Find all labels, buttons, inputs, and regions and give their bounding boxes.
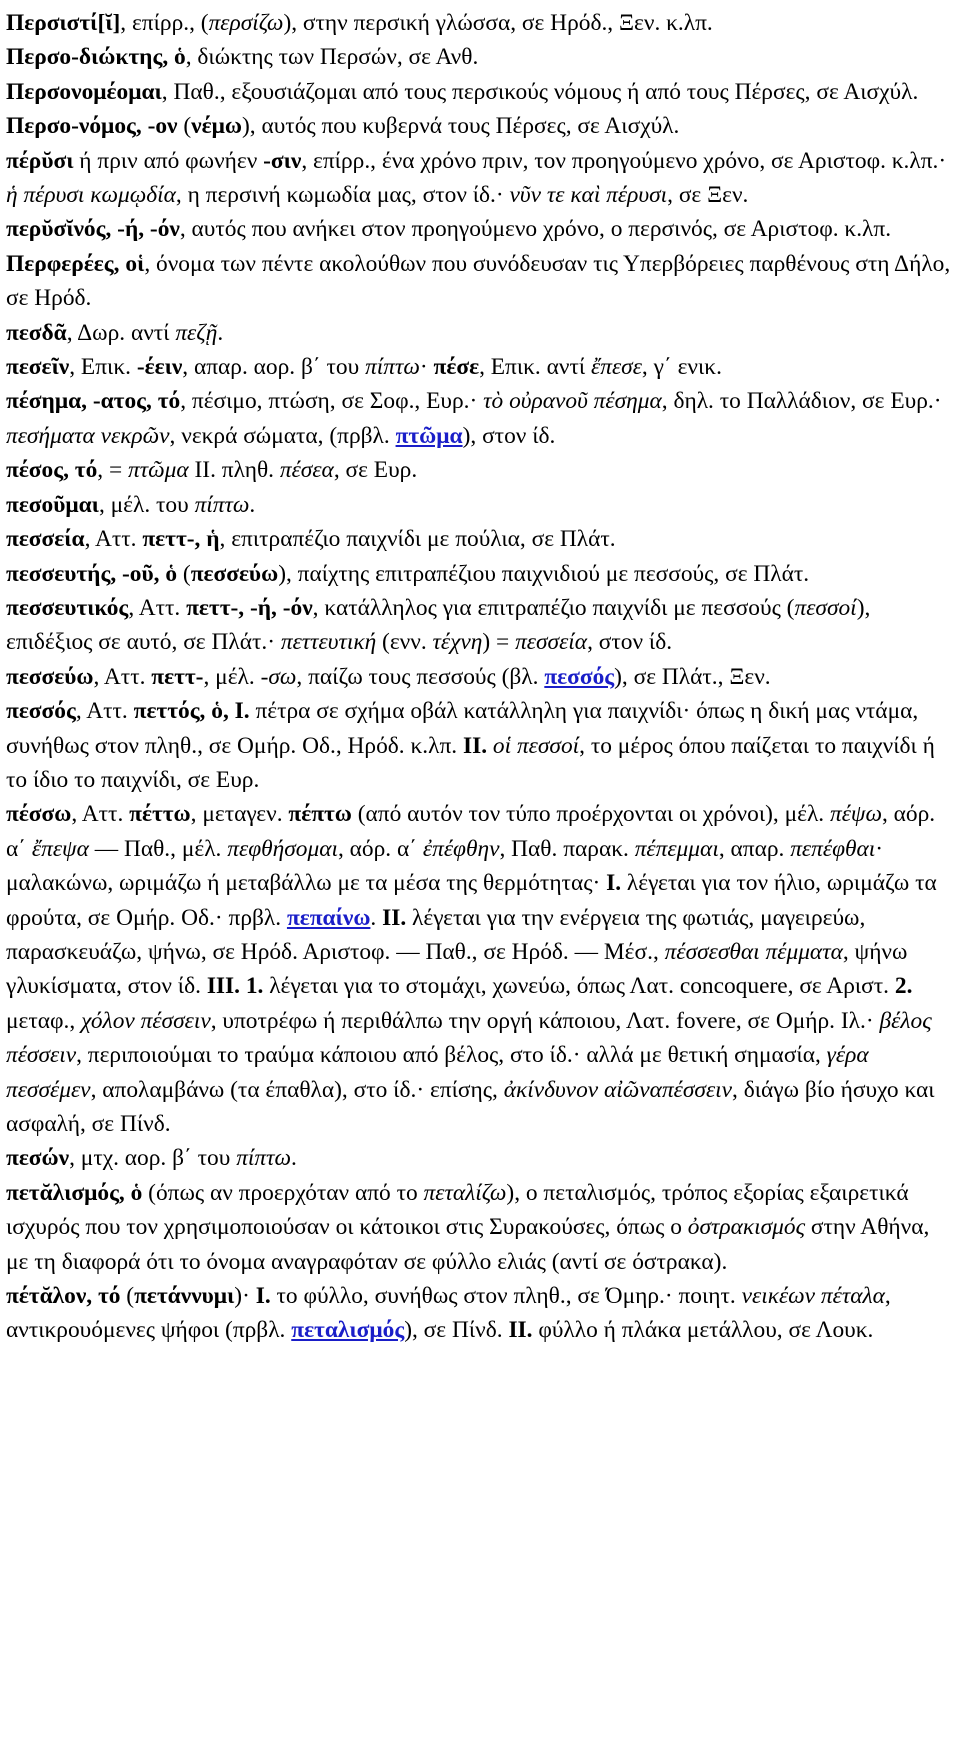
dictionary-entry	[6, 316, 954, 350]
definition-text: , μέλ. του	[98, 491, 195, 518]
definition-text: , μτχ. αορ. β΄ του	[69, 1145, 237, 1172]
italic-term: πέσσεσθαι πέμματα	[664, 938, 843, 965]
definition-text: , γ΄ ενικ.	[641, 354, 722, 381]
cross-reference-link[interactable]: πεσσός	[544, 663, 615, 690]
headword-bold: Περφερέες, οἱ	[6, 250, 145, 277]
definition-text: , διάγω βίο ήσυχο και ασφαλή, σε Πίνδ.	[6, 1076, 935, 1137]
definition-text: στην Αθήνα, με τη διαφορά ότι το όνομα αναγραφόταν σε φύλλο ελιάς (αντί σε όστρακα).	[6, 1214, 930, 1275]
dictionary-entry	[6, 75, 954, 109]
italic-term: πίπτω	[194, 491, 250, 518]
headword-bold: πετᾰλισμός, ὁ	[6, 1179, 143, 1206]
definition-text: , η περσινή κωμωδία μας, στον ίδ.·	[175, 182, 510, 209]
definition-text: , Αττ.	[93, 663, 152, 690]
italic-term: πεφθήσομαι	[227, 835, 338, 862]
italic-term: πεσσεία	[515, 629, 588, 656]
definition-text: ), αυτός που κυβερνά τους Πέρσες, σε Αισχύλ.	[241, 113, 680, 140]
headword-bold: 2.	[894, 973, 913, 1000]
definition-text: , Αττ.	[128, 594, 187, 621]
headword-bold: πεσσευτικός	[6, 594, 129, 621]
dictionary-entry	[6, 40, 954, 74]
definition-text: , Επικ. αντί	[479, 354, 592, 381]
italic-term: χόλον πέσσειν	[81, 1007, 211, 1034]
definition-text: , επίρρ., (	[120, 10, 209, 36]
dictionary-entry	[6, 522, 954, 556]
definition-text: ), στον ίδ.	[462, 422, 556, 449]
dictionary-entry	[6, 384, 954, 453]
headword-bold: πεσσεύω	[190, 560, 279, 587]
italic-term: πέσεα	[279, 457, 334, 484]
definition-text: .	[249, 491, 256, 518]
definition-text: πέτρα σε σχήμα οβάλ κατάλληλη για παιχνίδι· όπως η δική μας ντάμα, συνήθως στον πληθ., σε Ομήρ. Οδ., Ηρόδ. κ.λπ.	[6, 698, 919, 759]
definition-text: , Παθ., εξουσιάζομαι από τους περσικούς νόμους ή από τους Πέρσες, σε Αισχύλ.	[161, 78, 919, 105]
dictionary-entry	[6, 591, 954, 660]
definition-text: , =	[97, 457, 129, 484]
definition-text: , Επικ.	[69, 354, 137, 381]
definition-text: ), σε Πλάτ., Ξεν.	[614, 663, 771, 690]
definition-text: ή πριν από φωνήεν	[73, 147, 264, 174]
definition-text: , διώκτης των Περσών, σε Ανθ.	[185, 44, 479, 71]
headword-bold: πεσσεία	[6, 526, 85, 553]
definition-text: , Αττ.	[71, 801, 130, 828]
definition-text: , όνομα των πέντε ακολούθων που συνόδευσαν τις Υπερβόρειες παρθένους στη Δήλο, σε Ηρόδ.	[6, 250, 951, 312]
cross-reference-link[interactable]: πεταλισμός	[291, 1317, 405, 1344]
italic-term: πεπέφθαι	[790, 835, 876, 862]
italic-term: τέχνη	[432, 629, 483, 656]
headword-bold: I.	[255, 1283, 271, 1310]
headword-bold: νέμω	[191, 113, 242, 140]
headword-bold: I.	[606, 870, 622, 897]
headword-bold: Περσιστί[ῐ]	[6, 10, 121, 36]
italic-term: οἱ πεσσοί	[492, 732, 580, 759]
definition-text: λέγεται για το στομάχι, χωνεύω, όπως Λατ. concoquere, σε Αριστ.	[263, 973, 895, 1000]
definition-text: , πέσιμο, πτώση, σε Σοφ., Ευρ.·	[180, 388, 484, 415]
definition-text: (όπως αν προερχόταν από το	[142, 1179, 424, 1206]
italic-term: ἔπεσε	[591, 354, 642, 381]
definition-text: (	[177, 560, 191, 587]
italic-term: τὸ οὐρανοῦ πέσημα	[483, 388, 662, 415]
headword-bold: πεττός, ὁ, I.	[133, 698, 250, 725]
headword-bold: II.	[382, 904, 407, 931]
definition-text: λέγεται για την ενέργεια της φωτιάς, μαγειρεύω, παρασκευάζω, ψήνω, σε Ηρόδ. Αριστοφ. — Παθ., σε Ηρόδ. — Μέσ.,	[6, 904, 866, 965]
definition-text: , περιποιούμαι το τραύμα κάποιου από βέλος, στο ίδ.· αλλά με θετική σημασία,	[76, 1042, 827, 1069]
definition-text: .	[217, 319, 224, 346]
italic-term: ἡ πέρυσι κωμῳδία	[6, 182, 176, 209]
definition-text: , υποτρέφω ή περιθάλπω την οργή κάποιου, Λατ. fovere, σε Ομήρ. Ιλ.·	[210, 1007, 880, 1034]
definition-text: , επίρρ., ένα χρόνο πριν, τον προηγούμενο χρόνο, σε Αριστοφ. κ.λπ.·	[301, 147, 947, 174]
definition-text: , Αττ.	[84, 526, 143, 553]
headword-bold: πέσημα, -ατος, τό	[6, 388, 181, 415]
headword-bold: πεσσεύω	[6, 663, 94, 690]
dictionary-entry	[6, 1176, 954, 1279]
italic-term: πεσήματα νεκρῶν	[6, 422, 170, 449]
definition-text: .	[370, 904, 383, 931]
headword-bold: Περσο-νόμος, -ον	[6, 113, 178, 140]
headword-bold: πέσε	[433, 354, 480, 381]
definition-text: , νεκρά σώματα, (πρβλ.	[169, 422, 396, 449]
italic-term: γέρα πεσσέμεν	[6, 1042, 869, 1103]
headword-bold: πέττω	[129, 801, 191, 828]
italic-term: -σω	[260, 663, 297, 690]
italic-term: πεζῇ	[175, 319, 218, 346]
definition-text: ), επιδέξιος σε αυτό, σε Πλάτ.·	[6, 594, 871, 656]
definition-text: ·	[419, 354, 434, 381]
dictionary-entry	[6, 212, 954, 246]
italic-term: νεικέων πέταλα	[741, 1283, 885, 1310]
italic-term: ἀκίνδυνον αἰῶναπέσσειν	[503, 1076, 733, 1103]
definition-text: (	[177, 113, 192, 140]
definition-text: · μαλακώνω, ωριμάζω ή μεταβάλλω με τα μέσα της θερμότητας·	[6, 835, 884, 897]
headword-bold: πέπτω	[288, 801, 352, 828]
definition-text: .	[291, 1145, 297, 1172]
headword-bold: πεσοῦμαι	[6, 491, 99, 518]
definition-text: , κατάλληλος για επιτραπέζιο παιχνίδι με πεσσούς (	[312, 594, 795, 621]
definition-text: φύλλο ή πλάκα μετάλλου, σε Λουκ.	[532, 1317, 874, 1344]
italic-term: πεσσοί	[794, 594, 857, 621]
headword-bold: πέσος, τό	[6, 457, 98, 484]
italic-term: ἔπεψα	[31, 835, 89, 862]
headword-bold: πεττ-, -ή, -όν	[186, 594, 313, 621]
definition-text: ) =	[482, 629, 516, 656]
definition-text: (ενν.	[376, 629, 433, 656]
definition-text: , Αττ.	[75, 698, 134, 725]
dictionary-entry	[6, 557, 954, 591]
definition-text: , απαρ. αορ. β΄ του	[182, 354, 366, 381]
italic-term: ἐπέφθην	[422, 835, 500, 862]
italic-term: ὀστρακισμός	[687, 1214, 806, 1241]
italic-term: πίπτω	[236, 1145, 292, 1172]
definition-text: (από αυτόν τον τύπο προέρχονται οι χρόνοι), μέλ.	[351, 801, 830, 828]
definition-text: , αντικρουόμενες ψήφοι (πρβλ.	[6, 1283, 891, 1344]
definition-text: , αόρ. α΄	[337, 835, 423, 862]
headword-bold: πεσών	[6, 1145, 70, 1172]
headword-bold: πετάννυμι	[134, 1283, 235, 1310]
definition-text: , στον ίδ.	[587, 629, 673, 656]
headword-bold: περῠσῐνός, -ή, -όν	[6, 216, 180, 243]
definition-text: , το μέρος όπου παίζεται το παιχνίδι ή το ίδιο το παιχνίδι, σε Ευρ.	[6, 732, 935, 793]
headword-bold: Περσονομέομαι	[6, 78, 162, 105]
headword-bold: πεττ-, ἡ	[142, 526, 220, 553]
italic-term: βέλος πέσσειν	[6, 1007, 932, 1069]
definition-text: ), ο πεταλισμός, τρόπος εξορίας εξαιρετικά ισχυρός που τον χρησιμοποιούσαν οι κάτοικοι στις Συρακούσες, όπως ο	[6, 1179, 909, 1241]
definition-text: )·	[234, 1283, 256, 1310]
cross-reference-link[interactable]: πεπαίνω	[286, 904, 371, 931]
definition-text: , Δωρ. αντί	[66, 319, 176, 346]
headword-bold: πέρῠσι	[6, 147, 74, 174]
italic-term: πεττευτική	[280, 629, 377, 656]
definition-text: ), σε Πίνδ.	[404, 1317, 509, 1344]
italic-term: πτῶμα	[128, 457, 189, 484]
dictionary-entry	[6, 6, 954, 40]
dictionary-entry	[6, 453, 954, 487]
dictionary-entry	[6, 488, 954, 522]
headword-bold: II.	[463, 732, 488, 759]
headword-bold: πέσσω	[6, 801, 72, 828]
definition-text: , μέλ.	[203, 663, 261, 690]
dictionary-entry	[6, 797, 954, 1141]
dictionary-entry	[6, 694, 954, 797]
italic-term: περσίζω	[208, 10, 284, 36]
dictionary-entry	[6, 144, 954, 213]
headword-bold: πεσσευτής, -οῦ, ὁ	[6, 560, 178, 587]
headword-bold: πεσσός	[6, 698, 76, 725]
headword-bold: III. 1.	[206, 973, 264, 1000]
definition-text: II. πληθ.	[188, 457, 280, 484]
dictionary-entry	[6, 1141, 954, 1175]
italic-term: πέπεμμαι	[634, 835, 719, 862]
dictionary-entry	[6, 109, 954, 143]
definition-text: λέγεται για τον ήλιο, ωριμάζω τα φρούτα, σε Ομήρ. Οδ.· πρβλ.	[6, 870, 937, 931]
italic-term: νῦν τε καὶ πέρυσι	[509, 182, 668, 209]
definition-text: , μεταγεν.	[190, 801, 289, 828]
headword-bold: πεσεῖν	[6, 354, 70, 381]
definition-text: , αυτός που ανήκει στον προηγούμενο χρόνο, ο περσινός, σε Αριστοφ. κ.λπ.	[179, 216, 892, 243]
definition-text: , Παθ. παρακ.	[499, 835, 635, 862]
dictionary-entry	[6, 660, 954, 694]
definition-text: , σε Ξεν.	[667, 182, 749, 209]
headword-bold: -σιν	[263, 147, 302, 174]
definition-text: , παίζω τους πεσσούς (βλ.	[296, 663, 545, 690]
definition-text: το φύλλο, συνήθως στον πληθ., σε Όμηρ.· ποιητ.	[270, 1283, 742, 1310]
definition-text: , επιτραπέζιο παιχνίδι με πούλια, σε Πλάτ.	[219, 526, 616, 553]
headword-bold: II.	[508, 1317, 533, 1344]
definition-text: , αόρ. α΄	[6, 801, 936, 862]
italic-term: πέψω	[830, 801, 882, 828]
definition-text: — Παθ., μέλ.	[88, 835, 228, 862]
headword-bold: -έειν	[136, 354, 183, 381]
dictionary-entry	[6, 247, 954, 316]
italic-term: πίπτω	[365, 354, 420, 381]
definition-text: , ψήνω γλυκίσματα, στον ίδ.	[6, 938, 908, 1000]
headword-bold: πεσδᾶ	[6, 319, 67, 346]
definition-text: μεταφ.,	[6, 1007, 82, 1034]
definition-text: , απαρ.	[718, 835, 791, 862]
dictionary-entry	[6, 350, 954, 384]
cross-reference-link[interactable]: πτῶμα	[395, 422, 463, 449]
definition-text: (	[120, 1283, 135, 1310]
headword-bold: πέτᾰλον, τό	[6, 1283, 121, 1310]
italic-term: πεταλίζω	[423, 1179, 507, 1206]
dictionary-entry	[6, 1279, 954, 1348]
definition-text: , σε Ευρ.	[333, 457, 418, 484]
definition-text: , δηλ. το Παλλάδιον, σε Ευρ.·	[661, 388, 942, 415]
definition-text: ), στην περσική γλώσσα, σε Ηρόδ., Ξεν. κ.λπ.	[283, 10, 713, 36]
headword-bold: Περσο-διώκτης, ὁ	[6, 44, 186, 71]
definition-text: , απολαμβάνω (τα έπαθλα), στο ίδ.· επίσης,	[90, 1076, 504, 1103]
headword-bold: πεττ-	[151, 663, 204, 690]
definition-text: ), παίχτης επιτραπέζιου παιχνιδιού με πεσσούς, σε Πλάτ.	[278, 560, 810, 587]
